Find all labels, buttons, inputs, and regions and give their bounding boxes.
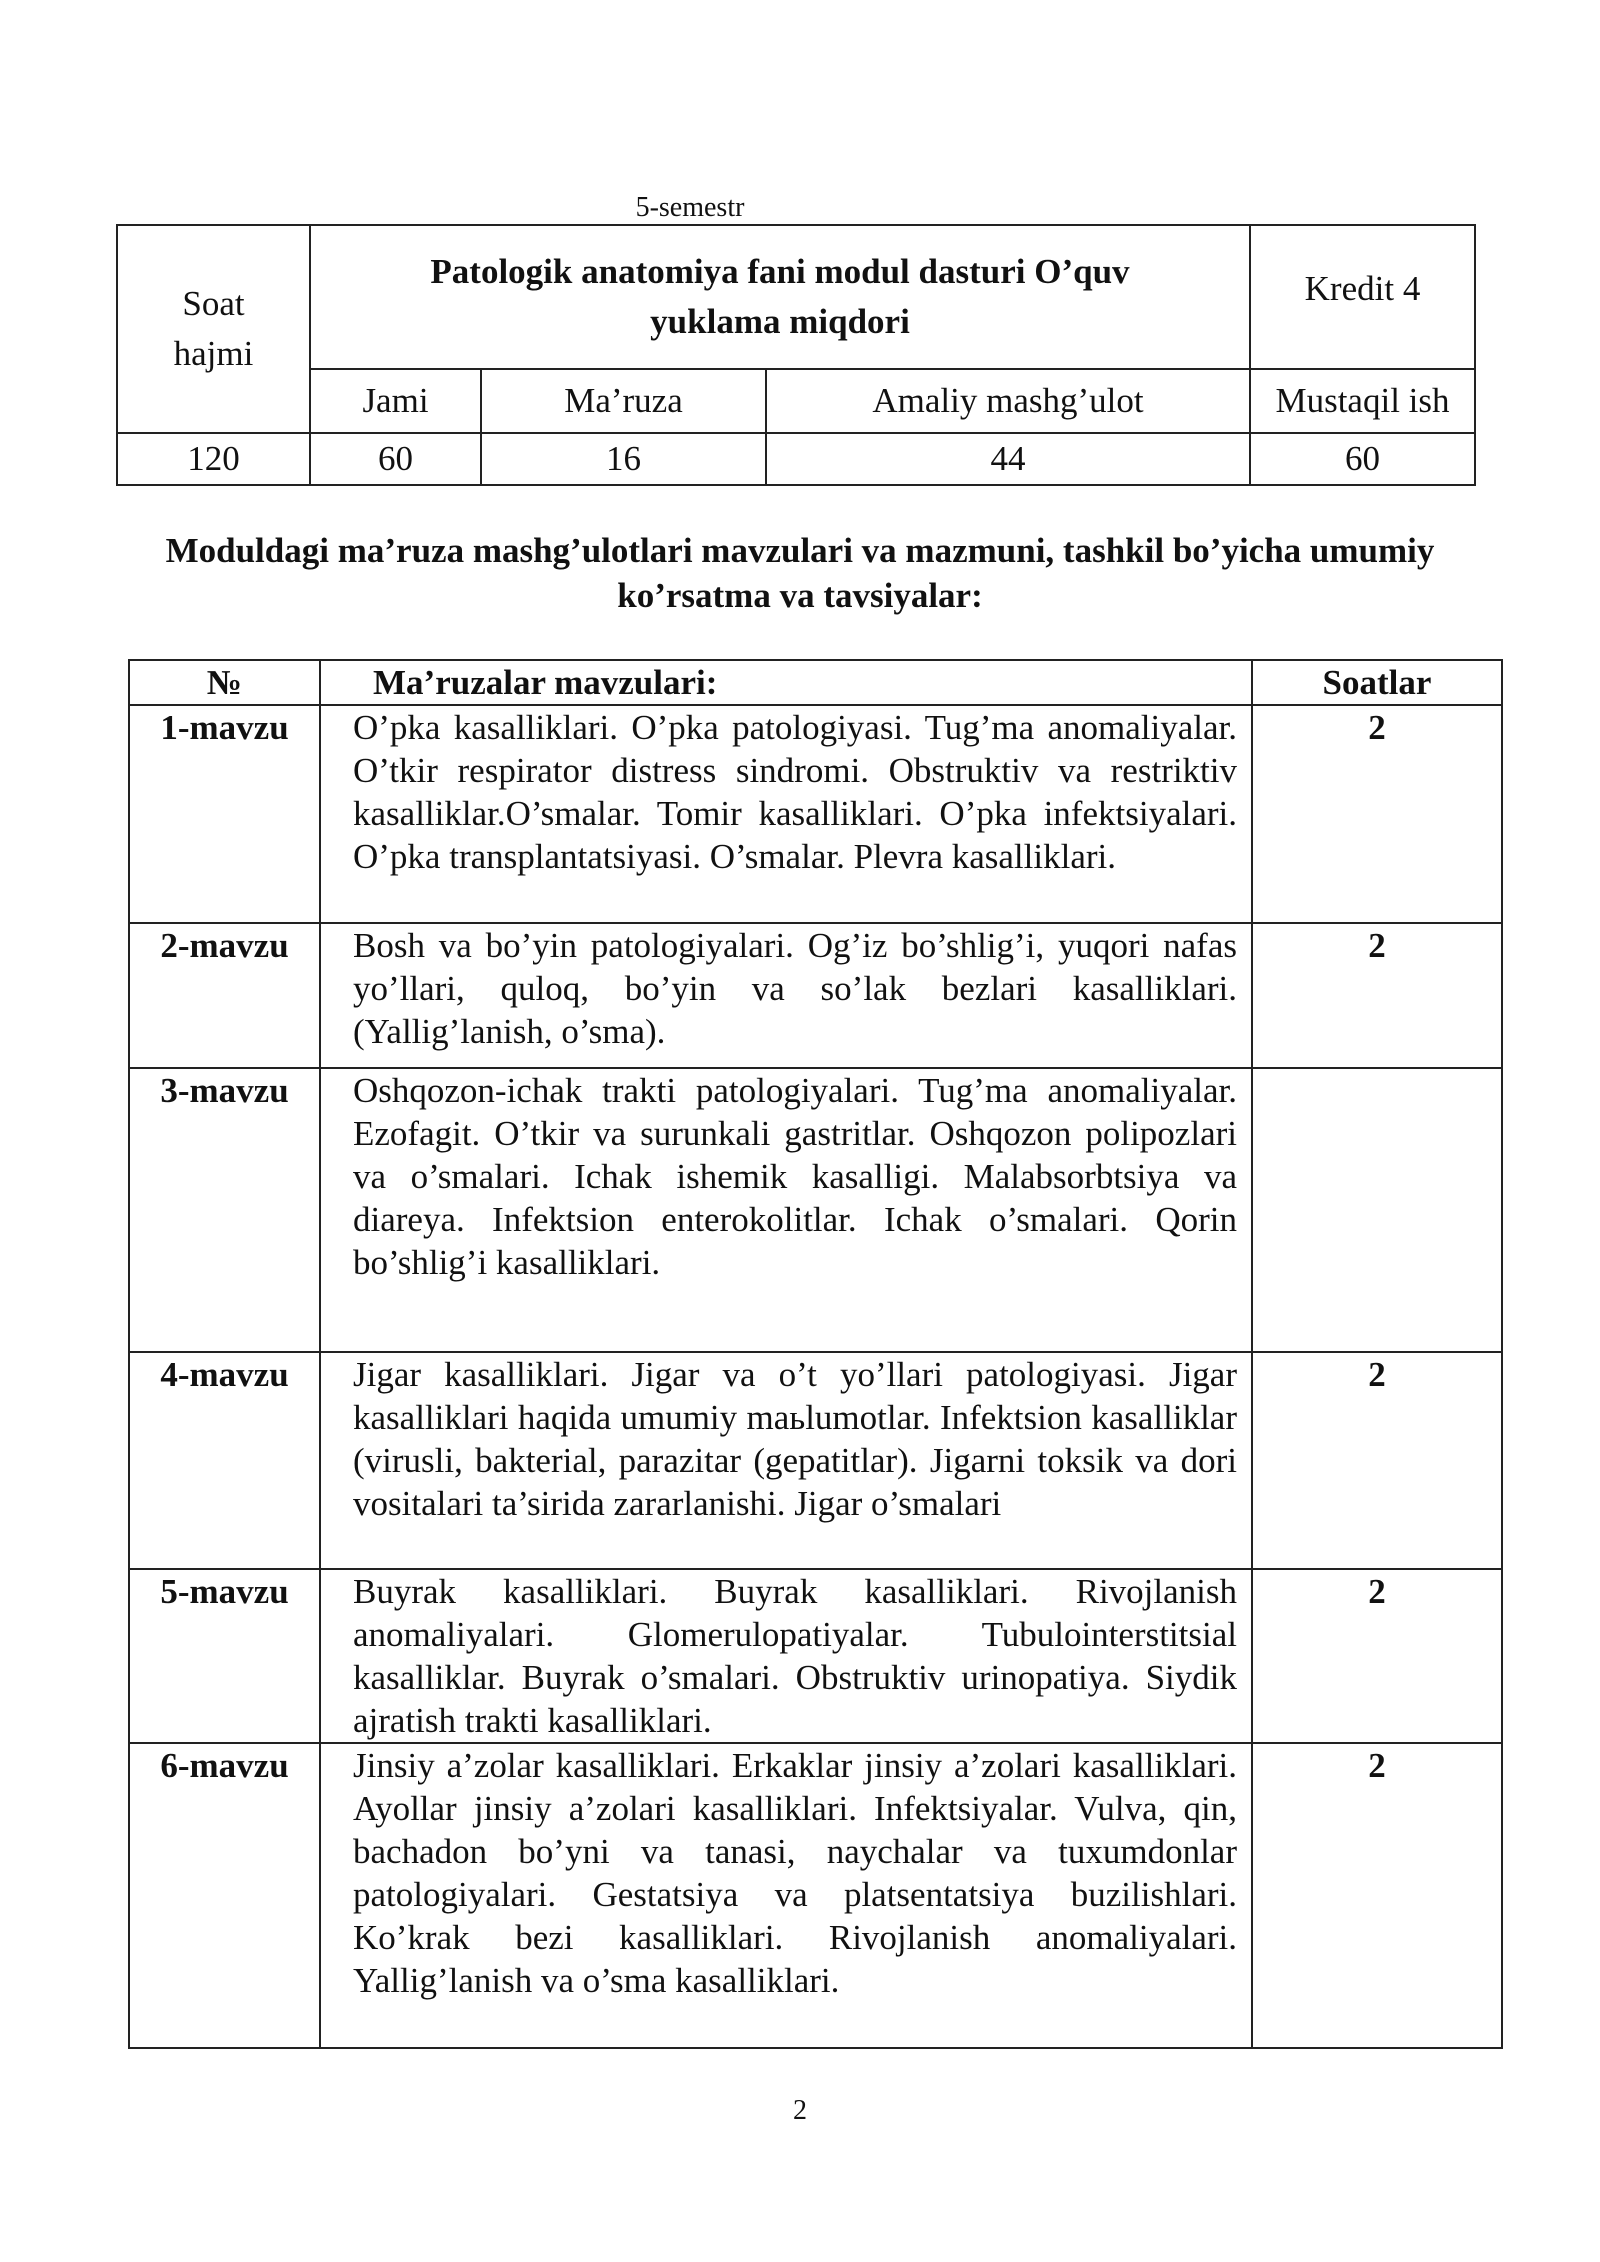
hours-label: Soat hajmi	[117, 225, 310, 433]
section-title: Moduldagi ma’ruza mashg’ulotlari mavzulari va mazmuni, tashkil bo’yicha umumiy ko’rsatma va tavsiyalar:	[165, 531, 1435, 615]
value-practical: 44	[766, 433, 1250, 485]
topic-hours: 2	[1252, 1569, 1502, 1743]
value-lecture: 16	[481, 433, 766, 485]
topic-number: 2-mavzu	[129, 923, 320, 1068]
topic-text: Oshqozon-ichak trakti patologiyalari. Tug’ma anomaliyalar. Ezofagit. O’tkir va surunkali gastritlar. Oshqozon polipozlari va o’smalari. Ichak ishemik kasalligi. Malabsorbtsiya va diareya. Infektsion enterokolitlar. Ichak o’smalari. Qorin bo’shlig’i kasalliklari.	[320, 1068, 1252, 1352]
table-row	[129, 705, 1502, 923]
header-hours: Soatlar	[1252, 660, 1502, 705]
col-practical: Amaliy mashg’ulot	[766, 369, 1250, 433]
topic-text: Bosh va bo’yin patologiyalari. Og’iz bo’shlig’i, yuqori nafas yo’llari, quloq, bo’yin va so’lak bezlari kasalliklari. (Yallig’lanish, o’sma).	[320, 923, 1252, 1068]
credit-table	[116, 224, 1476, 486]
header-number: №	[129, 660, 320, 705]
value-total: 60	[310, 433, 481, 485]
topic-number: 4-mavzu	[129, 1352, 320, 1569]
topic-text: O’pka kasalliklari. O’pka patologiyasi. Tug’ma anomaliyalar. O’tkir respirator distress sindromi. Obstruktiv va restriktiv kasalliklar.O’smalar. Tomir kasalliklari. O’pka infektsiyalari. O’pka transplantatsiyasi. O’smalar. Plevra kasalliklari.	[320, 705, 1252, 923]
col-total: Jami	[310, 369, 481, 433]
topic-hours: 2	[1252, 1743, 1502, 2048]
topic-hours	[1252, 1068, 1502, 1352]
header-topics: Ma’ruzalar mavzulari:	[320, 660, 1252, 705]
topic-hours: 2	[1252, 923, 1502, 1068]
topic-hours: 2	[1252, 705, 1502, 923]
topic-text: Buyrak kasalliklari. Buyrak kasalliklari. Rivojlanish anomaliyalari. Glomerulopatiyalar. Tubulointerstitsial kasalliklar. Buyrak o’smalari. Obstruktiv urinopatiya. Siydik ajratish trakti kasalliklari.	[320, 1569, 1252, 1743]
semester-label: 5-semestr	[635, 192, 745, 223]
col-lecture: Ma’ruza	[481, 369, 766, 433]
credit-value: Kredit 4	[1250, 225, 1475, 369]
page-number: 2	[793, 2095, 807, 2126]
lecture-table	[128, 659, 1503, 2049]
topic-text: Jigar kasalliklari. Jigar va o’t yo’llari patologiyasi. Jigar kasalliklari haqida umumiy maьlumotlar. Infektsion kasalliklar (virusli, bakterial, parazitar (gepatitlar). Jigarni toksik va dori vositalari ta’sirida zararlanishi. Jigar o’smalari	[320, 1352, 1252, 1569]
topic-text: Jinsiy a’zolar kasalliklari. Erkaklar jinsiy a’zolari kasalliklari. Ayollar jinsiy a’zolari kasalliklari. Infektsiyalar. Vulva, qin, bachadon bo’yni va tanasi, naychalar va tuxumdonlar patologiyalari. Gestatsiya va platsentatsiya buzilishlari. Ko’krak bezi kasalliklari. Rivojlanish anomaliyalari. Yallig’lanish va o’sma kasalliklari.	[320, 1743, 1252, 2048]
col-independent: Mustaqil ish	[1250, 369, 1475, 433]
topic-number: 6-mavzu	[129, 1743, 320, 2048]
table-row	[129, 1743, 1502, 2048]
table-row	[129, 1068, 1502, 1352]
program-title: Patologik anatomiya fani modul dasturi O’quv yuklama miqdori	[310, 225, 1250, 369]
value-independent: 60	[1250, 433, 1475, 485]
table-row	[129, 923, 1502, 1068]
table-row	[129, 1352, 1502, 1569]
topic-number: 1-mavzu	[129, 705, 320, 923]
topic-hours: 2	[1252, 1352, 1502, 1569]
topic-number: 3-mavzu	[129, 1068, 320, 1352]
value-hours: 120	[117, 433, 310, 485]
table-row	[129, 1569, 1502, 1743]
topic-number: 5-mavzu	[129, 1569, 320, 1743]
